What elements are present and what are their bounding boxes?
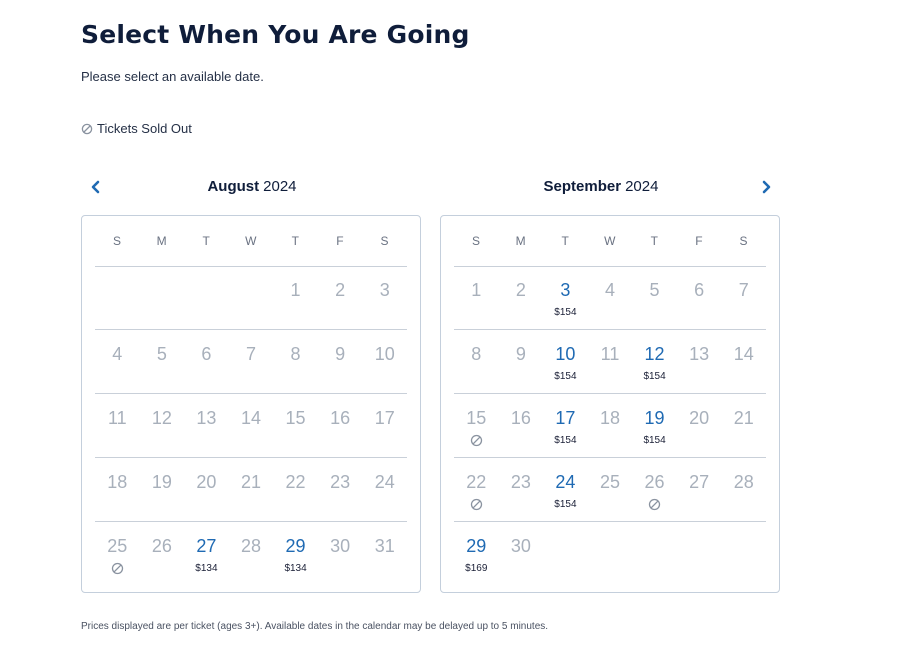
day-number: 26 bbox=[644, 472, 665, 492]
calendar-day-available[interactable] bbox=[632, 330, 677, 393]
calendar-week-row bbox=[95, 330, 407, 394]
calendar-week-row bbox=[95, 458, 407, 522]
day-number: 11 bbox=[107, 408, 127, 428]
day-number: 19 bbox=[644, 408, 665, 428]
calendar-week-row bbox=[454, 266, 766, 330]
day-price: $134 bbox=[284, 563, 307, 574]
day-number: 4 bbox=[112, 344, 123, 364]
day-number: 17 bbox=[374, 408, 395, 428]
calendar-empty-cell bbox=[140, 266, 185, 329]
calendar-empty-cell bbox=[588, 522, 633, 586]
day-number: 25 bbox=[107, 536, 128, 556]
calendar-week-row bbox=[95, 266, 407, 330]
calendar-day-unavailable bbox=[721, 266, 766, 329]
calendar-day-available[interactable] bbox=[543, 266, 588, 329]
calendar-day-unavailable bbox=[140, 394, 185, 457]
calendar-day-unavailable bbox=[318, 522, 363, 586]
page-title: Select When You Are Going bbox=[81, 20, 470, 49]
calendar-day-unavailable bbox=[499, 458, 544, 521]
day-price: $154 bbox=[554, 371, 577, 382]
calendar-day-unavailable bbox=[362, 458, 407, 521]
calendar-day-unavailable bbox=[229, 330, 274, 393]
calendar-day-unavailable bbox=[454, 458, 499, 521]
calendar-week-row bbox=[95, 522, 407, 586]
calendar-day-unavailable bbox=[184, 330, 229, 393]
weekday-header bbox=[454, 216, 766, 267]
day-number: 23 bbox=[510, 472, 531, 492]
calendar-day-unavailable bbox=[273, 266, 318, 329]
weekday-header bbox=[95, 216, 407, 267]
day-number: 15 bbox=[466, 408, 487, 428]
calendar-day-unavailable bbox=[499, 522, 544, 586]
calendar-empty-cell bbox=[229, 266, 274, 329]
weekday-label: W bbox=[604, 234, 616, 248]
sold-out-icon bbox=[454, 498, 499, 511]
day-number: 19 bbox=[151, 472, 172, 492]
day-number: 14 bbox=[733, 344, 754, 364]
day-number: 14 bbox=[240, 408, 261, 428]
day-price: $154 bbox=[643, 371, 666, 382]
calendar-empty-cell bbox=[721, 522, 766, 586]
weekday-label: F bbox=[695, 234, 704, 248]
day-number: 21 bbox=[733, 408, 754, 428]
day-number: 13 bbox=[196, 408, 217, 428]
calendar-weeks bbox=[95, 266, 407, 586]
calendar-day-unavailable bbox=[454, 266, 499, 329]
calendar-day-unavailable bbox=[588, 330, 633, 393]
weekday-label: M bbox=[515, 234, 527, 248]
day-number: 9 bbox=[335, 344, 346, 364]
weekday-label: S bbox=[739, 234, 748, 248]
calendar-september bbox=[440, 215, 780, 593]
weekday-label: T bbox=[561, 234, 570, 248]
sold-out-icon bbox=[95, 562, 140, 575]
day-number: 10 bbox=[555, 344, 576, 364]
sold-out-icon bbox=[454, 434, 499, 447]
calendar-week-row bbox=[454, 458, 766, 522]
calendar-day-available[interactable] bbox=[184, 522, 229, 586]
calendar-day-unavailable bbox=[454, 394, 499, 457]
calendar-weeks bbox=[454, 266, 766, 586]
sold-out-icon bbox=[632, 498, 677, 511]
weekday-label: S bbox=[380, 234, 389, 248]
calendar-day-unavailable bbox=[318, 394, 363, 457]
day-number: 17 bbox=[555, 408, 576, 428]
calendar-day-unavailable bbox=[499, 266, 544, 329]
day-number: 27 bbox=[689, 472, 710, 492]
calendar-day-unavailable bbox=[721, 458, 766, 521]
day-number: 11 bbox=[600, 344, 620, 364]
day-number: 2 bbox=[335, 280, 346, 300]
weekday-label: T bbox=[650, 234, 659, 248]
day-number: 8 bbox=[290, 344, 301, 364]
day-number: 1 bbox=[290, 280, 301, 300]
calendar-day-unavailable bbox=[362, 522, 407, 586]
day-number: 1 bbox=[471, 280, 482, 300]
day-number: 15 bbox=[285, 408, 306, 428]
calendar-day-unavailable bbox=[721, 394, 766, 457]
calendar-day-available[interactable] bbox=[454, 522, 499, 586]
day-number: 30 bbox=[330, 536, 351, 556]
calendar-day-unavailable bbox=[499, 394, 544, 457]
day-price: $134 bbox=[195, 563, 218, 574]
day-number: 31 bbox=[374, 536, 395, 556]
day-number: 6 bbox=[201, 344, 212, 364]
price-footnote: Prices displayed are per ticket (ages 3+). Available dates in the calendar may be delayed up to 5 minutes. bbox=[81, 621, 549, 632]
day-number: 6 bbox=[694, 280, 705, 300]
calendar-week-row bbox=[454, 330, 766, 394]
calendar-day-unavailable bbox=[95, 330, 140, 393]
calendar-day-unavailable bbox=[632, 266, 677, 329]
calendar-day-unavailable bbox=[588, 266, 633, 329]
day-number: 10 bbox=[374, 344, 395, 364]
day-number: 2 bbox=[515, 280, 526, 300]
calendar-day-unavailable bbox=[677, 394, 722, 457]
calendar-day-unavailable bbox=[184, 458, 229, 521]
day-number: 25 bbox=[599, 472, 620, 492]
day-number: 3 bbox=[379, 280, 390, 300]
calendar-day-unavailable bbox=[273, 394, 318, 457]
day-number: 28 bbox=[733, 472, 754, 492]
calendar-day-unavailable bbox=[362, 394, 407, 457]
day-number: 5 bbox=[649, 280, 660, 300]
calendar-day-unavailable bbox=[362, 266, 407, 329]
day-price: $154 bbox=[643, 435, 666, 446]
calendar-day-available[interactable] bbox=[632, 394, 677, 457]
calendar-day-unavailable bbox=[95, 394, 140, 457]
day-number: 24 bbox=[374, 472, 395, 492]
weekday-label: F bbox=[336, 234, 345, 248]
weekday-label: S bbox=[113, 234, 122, 248]
day-price: $154 bbox=[554, 435, 577, 446]
day-number: 24 bbox=[555, 472, 576, 492]
calendar-day-unavailable bbox=[454, 330, 499, 393]
weekday-label: S bbox=[472, 234, 481, 248]
day-number: 18 bbox=[599, 408, 620, 428]
calendar-day-unavailable bbox=[677, 266, 722, 329]
calendar-day-unavailable bbox=[588, 458, 633, 521]
calendar-empty-cell bbox=[95, 266, 140, 329]
weekday-label: T bbox=[202, 234, 211, 248]
day-number: 5 bbox=[156, 344, 167, 364]
day-number: 20 bbox=[689, 408, 710, 428]
month-name: September bbox=[543, 178, 622, 195]
calendar-day-unavailable bbox=[95, 458, 140, 521]
day-number: 7 bbox=[738, 280, 749, 300]
calendar-day-unavailable bbox=[588, 394, 633, 457]
calendar-day-unavailable bbox=[721, 330, 766, 393]
day-price: $154 bbox=[554, 307, 577, 318]
page-subtitle: Please select an available date. bbox=[81, 69, 264, 84]
month-header-august bbox=[81, 178, 423, 195]
day-number: 27 bbox=[196, 536, 217, 556]
day-number: 23 bbox=[330, 472, 351, 492]
day-price: $169 bbox=[465, 563, 488, 574]
calendar-week-row bbox=[95, 394, 407, 458]
day-number: 9 bbox=[515, 344, 526, 364]
day-number: 16 bbox=[510, 408, 531, 428]
day-number: 7 bbox=[245, 344, 256, 364]
day-number: 13 bbox=[689, 344, 710, 364]
calendar-day-unavailable bbox=[632, 458, 677, 521]
month-year: 2024 bbox=[263, 178, 297, 195]
calendar-day-unavailable bbox=[318, 330, 363, 393]
weekday-label: T bbox=[291, 234, 300, 248]
sold-out-legend-label: Tickets Sold Out bbox=[97, 121, 192, 136]
weekday-label: W bbox=[245, 234, 257, 248]
calendar-week-row bbox=[454, 394, 766, 458]
day-number: 3 bbox=[560, 280, 571, 300]
calendar-day-unavailable bbox=[184, 394, 229, 457]
day-number: 29 bbox=[285, 536, 306, 556]
calendar-day-unavailable bbox=[677, 458, 722, 521]
calendar-day-available[interactable] bbox=[543, 330, 588, 393]
day-number: 26 bbox=[151, 536, 172, 556]
calendar-day-unavailable bbox=[318, 266, 363, 329]
day-number: 16 bbox=[330, 408, 351, 428]
calendar-day-available[interactable] bbox=[543, 394, 588, 457]
day-number: 29 bbox=[466, 536, 487, 556]
day-number: 12 bbox=[644, 344, 665, 364]
calendar-day-available[interactable] bbox=[543, 458, 588, 521]
weekday-label: M bbox=[156, 234, 168, 248]
day-number: 4 bbox=[604, 280, 615, 300]
calendar-empty-cell bbox=[543, 522, 588, 586]
day-price: $154 bbox=[554, 499, 577, 510]
calendar-day-unavailable bbox=[318, 458, 363, 521]
day-number: 22 bbox=[285, 472, 306, 492]
month-year: 2024 bbox=[625, 178, 659, 195]
calendar-day-unavailable bbox=[273, 330, 318, 393]
calendar-day-unavailable bbox=[499, 330, 544, 393]
calendar-day-available[interactable] bbox=[273, 522, 318, 586]
calendar-august bbox=[81, 215, 421, 593]
calendar-day-unavailable bbox=[229, 458, 274, 521]
day-number: 18 bbox=[107, 472, 128, 492]
day-number: 12 bbox=[151, 408, 172, 428]
sold-out-legend bbox=[81, 121, 192, 136]
calendar-day-unavailable bbox=[677, 330, 722, 393]
month-name: August bbox=[207, 178, 260, 195]
sold-out-icon bbox=[81, 123, 93, 135]
calendar-empty-cell bbox=[184, 266, 229, 329]
calendar-empty-cell bbox=[677, 522, 722, 586]
calendar-day-unavailable bbox=[140, 330, 185, 393]
calendar-day-unavailable bbox=[140, 458, 185, 521]
calendar-day-unavailable bbox=[273, 458, 318, 521]
day-number: 28 bbox=[240, 536, 261, 556]
day-number: 21 bbox=[240, 472, 261, 492]
month-header-september bbox=[430, 178, 772, 195]
day-number: 8 bbox=[471, 344, 482, 364]
calendar-day-unavailable bbox=[140, 522, 185, 586]
calendar-day-unavailable bbox=[95, 522, 140, 586]
day-number: 30 bbox=[510, 536, 531, 556]
calendar-week-row bbox=[454, 522, 766, 586]
calendar-empty-cell bbox=[632, 522, 677, 586]
calendar-day-unavailable bbox=[229, 394, 274, 457]
calendar-day-unavailable bbox=[229, 522, 274, 586]
calendar-day-unavailable bbox=[362, 330, 407, 393]
day-number: 22 bbox=[466, 472, 487, 492]
day-number: 20 bbox=[196, 472, 217, 492]
